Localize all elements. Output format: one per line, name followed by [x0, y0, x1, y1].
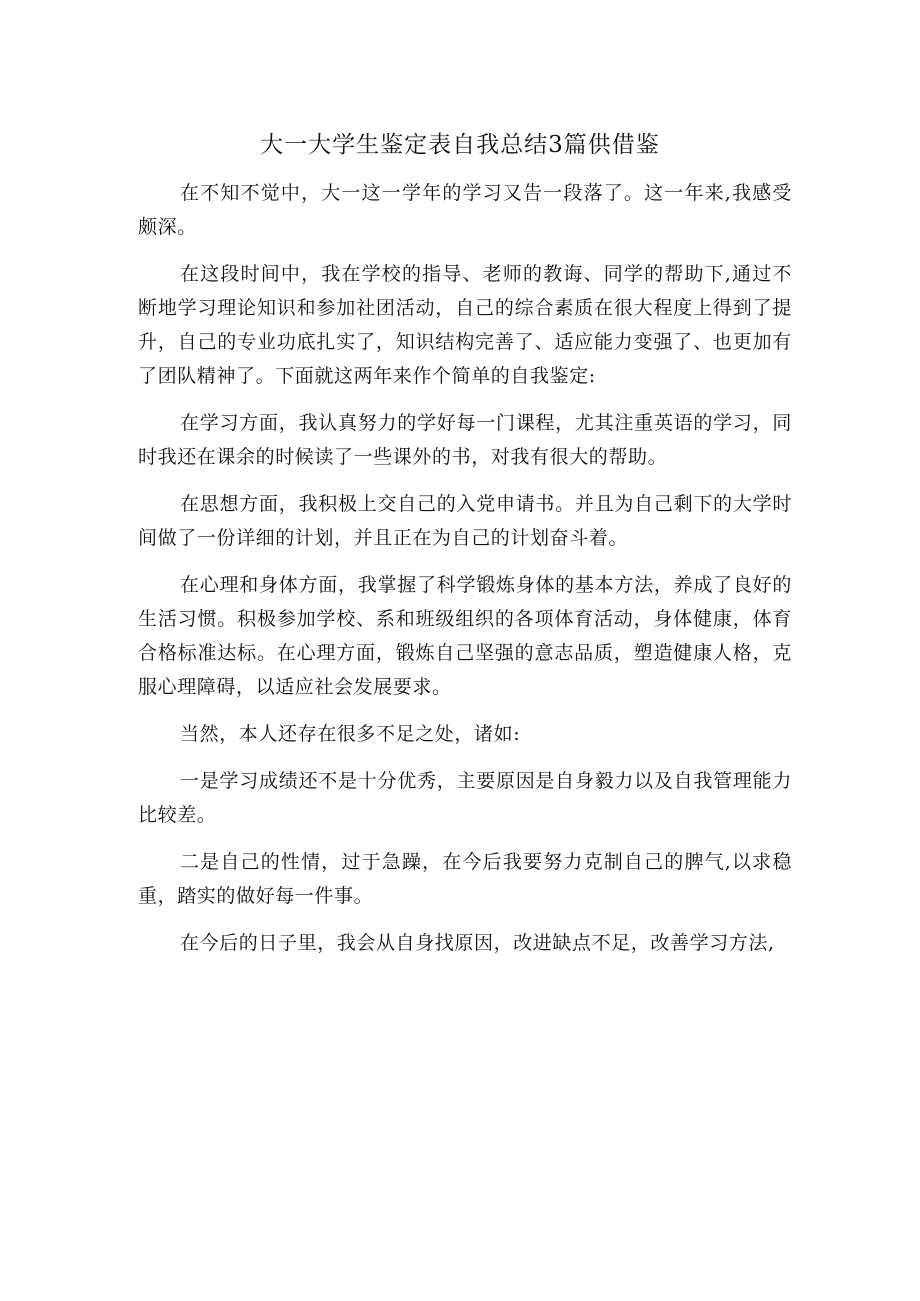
paragraph: 在心理和身体方面，我掌握了科学锻炼身体的基本方法，养成了良好的生活习惯。积极参加学校、系和班级组织的各项体育活动，身体健康，体育合格标准达标。在心理方面，锻炼自己坚强的意志品质，塑造健康人格，克服心理障碍，以适应社会发展要求。 [138, 574, 792, 698]
paragraph: 在学习方面，我认真努力的学好每一门课程，尤其注重英语的学习，同时我还在课余的时候读了一些课外的书，对我有很大的帮助。 [138, 412, 792, 468]
document-body [138, 176, 792, 973]
paragraph: 一是学习成绩还不是十分优秀，主要原因是自身毅力以及自我管理能力比较差。 [138, 770, 792, 826]
document-title: 大一大学生鉴定表自我总结3篇供借鉴 [260, 132, 660, 158]
paragraph: 当然，本人还存在很多不足之处，诸如: [180, 723, 521, 745]
paragraph: 二是自己的性情，过于急躁，在今后我要努力克制自己的脾气,以求稳重，踏实的做好每一件事。 [138, 851, 792, 907]
paragraph: 在思想方面，我积极上交自己的入党申请书。并且为自己剩下的大学时间做了一份详细的计划，并且正在为自己的计划奋斗着。 [138, 493, 792, 549]
paragraph: 在今后的日子里，我会从自身找原因，改进缺点不足，改善学习方法, [180, 932, 775, 954]
paragraph: 在这段时间中，我在学校的指导、老师的教诲、同学的帮助下,通过不断地学习理论知识和参加社团活动，自己的综合素质在很大程度上得到了提升，自己的专业功底扎实了，知识结构完善了、适应能力变强了、也更加有了团队精神了。下面就这两年来作个简单的自我鉴定: [138, 263, 792, 387]
paragraph: 在不知不觉中，大一这一学年的学习又告一段落了。这一年来,我感受颇深。 [138, 182, 792, 238]
